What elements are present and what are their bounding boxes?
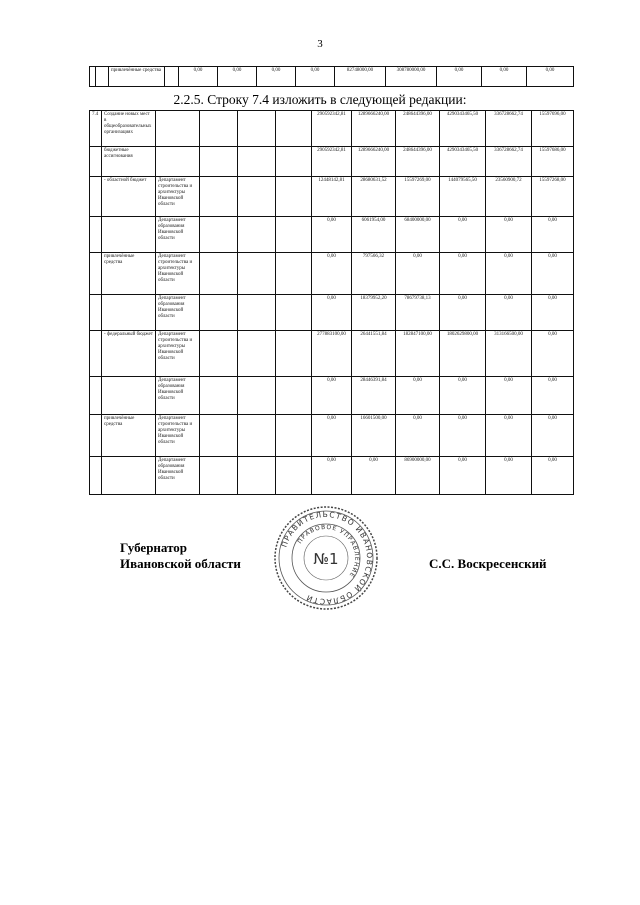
table-cell xyxy=(156,147,200,177)
table-cell xyxy=(102,217,156,253)
table-cell: 0,00 xyxy=(486,457,532,495)
table-cell: 6061954,00 xyxy=(352,217,396,253)
top-table xyxy=(89,66,574,87)
table-cell: 0,00 xyxy=(296,67,335,87)
table-cell xyxy=(238,147,276,177)
table-cell: 0,00 xyxy=(352,457,396,495)
table-cell: 26441551,84 xyxy=(352,331,396,377)
table-cell: 68400000,00 xyxy=(396,217,440,253)
table-cell: 1802629800,00 xyxy=(440,331,486,377)
table-cell: 0,00 xyxy=(312,377,352,415)
table-cell xyxy=(276,217,312,253)
table-cell: 78679738,13 xyxy=(396,295,440,331)
table-cell: 797566,32 xyxy=(352,253,396,295)
table-cell: 313166500,00 xyxy=(486,331,532,377)
table-row xyxy=(90,253,574,295)
table-cell xyxy=(200,415,238,457)
table-cell: 12448142,81 xyxy=(312,177,352,217)
signatory-title xyxy=(120,540,241,572)
seal-ring-text: ПРАВИТЕЛЬСТВО ИВАНОВСКОЙ ОБЛАСТИ xyxy=(279,509,375,607)
table-cell xyxy=(200,457,238,495)
table-cell xyxy=(276,177,312,217)
table-cell xyxy=(238,331,276,377)
table-cell: Департамент строительства и архитектуры Ивановской области xyxy=(156,253,200,295)
table-cell: 0,00 xyxy=(312,253,352,295)
table-row xyxy=(90,67,574,87)
table-cell: 28680631,52 xyxy=(352,177,396,217)
table-row xyxy=(90,377,574,415)
table-cell xyxy=(90,295,102,331)
table-cell: 15597269,00 xyxy=(396,177,440,217)
table-cell: 0,00 xyxy=(486,217,532,253)
table-cell: 0,00 xyxy=(440,415,486,457)
table-cell: 144079565,50 xyxy=(440,177,486,217)
table-cell: 277883100,00 xyxy=(312,331,352,377)
table-row xyxy=(90,295,574,331)
table-cell: 248644396,00 xyxy=(396,147,440,177)
table-row xyxy=(90,217,574,253)
table-row xyxy=(90,415,574,457)
table-cell xyxy=(276,295,312,331)
seal-inner-text: ПРАВОВОЕ УПРАВЛЕНИЕ xyxy=(296,523,361,579)
table-cell: 0,00 xyxy=(532,331,574,377)
table-cell: 28446391,84 xyxy=(352,377,396,415)
table-cell: 0,00 xyxy=(396,377,440,415)
table-cell: 7.4 xyxy=(90,111,102,147)
table-cell: 0,00 xyxy=(440,253,486,295)
signatory-name: С.С. Воскресенский xyxy=(429,556,547,571)
section-heading: 2.2.5. Строку 7.4 изложить в следующей редакции: xyxy=(173,92,467,107)
table-cell xyxy=(200,377,238,415)
table-row xyxy=(90,177,574,217)
table-cell: 0,00 xyxy=(396,415,440,457)
table-cell xyxy=(90,415,102,457)
table-cell: 0,00 xyxy=(486,377,532,415)
table-cell: 0,00 xyxy=(532,377,574,415)
table-cell: 0,00 xyxy=(486,295,532,331)
table-cell: 86900000,00 xyxy=(396,457,440,495)
table-cell: 290592342,81 xyxy=(312,147,352,177)
table-cell xyxy=(276,457,312,495)
table-cell: Департамент строительства и архитектуры Ивановской области xyxy=(156,415,200,457)
table-cell xyxy=(276,147,312,177)
table-cell: 23560900,72 xyxy=(486,177,532,217)
table-cell xyxy=(276,377,312,415)
table-cell: 15597268,00 xyxy=(532,177,574,217)
table-cell xyxy=(102,457,156,495)
table-cell: 0,00 xyxy=(532,253,574,295)
table-cell: Департамент строительства и архитектуры Ивановской области xyxy=(156,177,200,217)
table-row xyxy=(90,331,574,377)
table-cell: 0,00 xyxy=(218,67,257,87)
table-cell: 4290343465,50 xyxy=(440,111,486,147)
table-cell: 336728662,74 xyxy=(486,147,532,177)
table-cell: 0,00 xyxy=(312,217,352,253)
table-cell xyxy=(165,67,179,87)
table-cell: 0,00 xyxy=(312,415,352,457)
signatory-title-line1: Губернатор xyxy=(120,540,188,555)
table-cell: 0,00 xyxy=(257,67,296,87)
table-cell xyxy=(90,331,102,377)
table-cell: 0,00 xyxy=(532,457,574,495)
main-table xyxy=(89,110,574,495)
table-cell: 18379952,20 xyxy=(352,295,396,331)
table-cell: 308780000,00 xyxy=(386,67,437,87)
table-cell: 0,00 xyxy=(440,457,486,495)
table-cell: 0,00 xyxy=(532,295,574,331)
table-cell: 336728662,74 xyxy=(486,111,532,147)
table-cell: 0,00 xyxy=(396,253,440,295)
table-cell: привлечённые средства xyxy=(109,67,165,87)
table-cell xyxy=(200,295,238,331)
table-cell xyxy=(238,253,276,295)
table-cell xyxy=(238,217,276,253)
table-cell xyxy=(238,295,276,331)
table-cell: 0,00 xyxy=(486,253,532,295)
table-cell xyxy=(200,111,238,147)
signatory-title-line2: Ивановской области xyxy=(120,556,241,571)
table-cell: 0,00 xyxy=(440,295,486,331)
table-cell: привлечённые средства xyxy=(102,253,156,295)
table-row xyxy=(90,147,574,177)
table-cell: Создание новых мест в общеобразовательных организациях xyxy=(102,111,156,147)
table-cell: привлечённые средства xyxy=(102,415,156,457)
table-cell: 15597696,00 xyxy=(532,111,574,147)
table-cell xyxy=(90,377,102,415)
table-cell xyxy=(200,177,238,217)
table-cell xyxy=(90,457,102,495)
seal-number: №1 xyxy=(313,550,339,568)
table-cell xyxy=(90,217,102,253)
table-cell: 0,00 xyxy=(179,67,218,87)
table-cell xyxy=(276,331,312,377)
table-cell xyxy=(200,147,238,177)
table-cell: Департамент образования Ивановской области xyxy=(156,295,200,331)
table-cell: 0,00 xyxy=(532,415,574,457)
table-cell xyxy=(238,377,276,415)
table-cell xyxy=(276,253,312,295)
table-cell xyxy=(238,177,276,217)
table-cell xyxy=(102,295,156,331)
table-cell xyxy=(238,111,276,147)
page-number: 3 xyxy=(317,38,323,50)
table-cell: 15597686,00 xyxy=(532,147,574,177)
table-cell xyxy=(276,415,312,457)
table-cell: Департамент строительства и архитектуры Ивановской области xyxy=(156,331,200,377)
table-cell: 0,00 xyxy=(482,67,527,87)
table-cell: 0,00 xyxy=(312,457,352,495)
table-cell xyxy=(90,177,102,217)
official-seal xyxy=(272,504,380,612)
table-cell: 0,00 xyxy=(532,217,574,253)
table-cell: 248644396,00 xyxy=(396,111,440,147)
table-cell: 82748000,00 xyxy=(335,67,386,87)
table-cell xyxy=(200,331,238,377)
table-cell: бюджетные ассигнования xyxy=(102,147,156,177)
table-cell xyxy=(102,377,156,415)
table-cell: Департамент образования Ивановской области xyxy=(156,457,200,495)
table-cell xyxy=(90,253,102,295)
table-row xyxy=(90,457,574,495)
table-cell: 0,00 xyxy=(486,415,532,457)
table-cell: 182847100,00 xyxy=(396,331,440,377)
table-cell: - федеральный бюджет xyxy=(102,331,156,377)
table-cell xyxy=(238,457,276,495)
table-cell: 1289666240,00 xyxy=(352,147,396,177)
table-cell xyxy=(200,217,238,253)
table-row xyxy=(90,111,574,147)
table-cell: Департамент образования Ивановской области xyxy=(156,377,200,415)
table-cell: 0,00 xyxy=(440,377,486,415)
table-cell: 16601500,00 xyxy=(352,415,396,457)
table-cell: 0,00 xyxy=(440,217,486,253)
table-cell: Департамент образования Ивановской области xyxy=(156,217,200,253)
table-cell xyxy=(200,253,238,295)
table-cell xyxy=(156,111,200,147)
table-cell: 0,00 xyxy=(527,67,574,87)
table-cell: 4290343465,50 xyxy=(440,147,486,177)
table-cell xyxy=(96,67,109,87)
table-cell xyxy=(276,111,312,147)
table-cell: 1289666240,00 xyxy=(352,111,396,147)
table-cell: - областной бюджет xyxy=(102,177,156,217)
table-cell xyxy=(238,415,276,457)
table-cell xyxy=(90,147,102,177)
table-cell: 0,00 xyxy=(312,295,352,331)
table-cell: 0,00 xyxy=(437,67,482,87)
table-cell: 290592342,81 xyxy=(312,111,352,147)
